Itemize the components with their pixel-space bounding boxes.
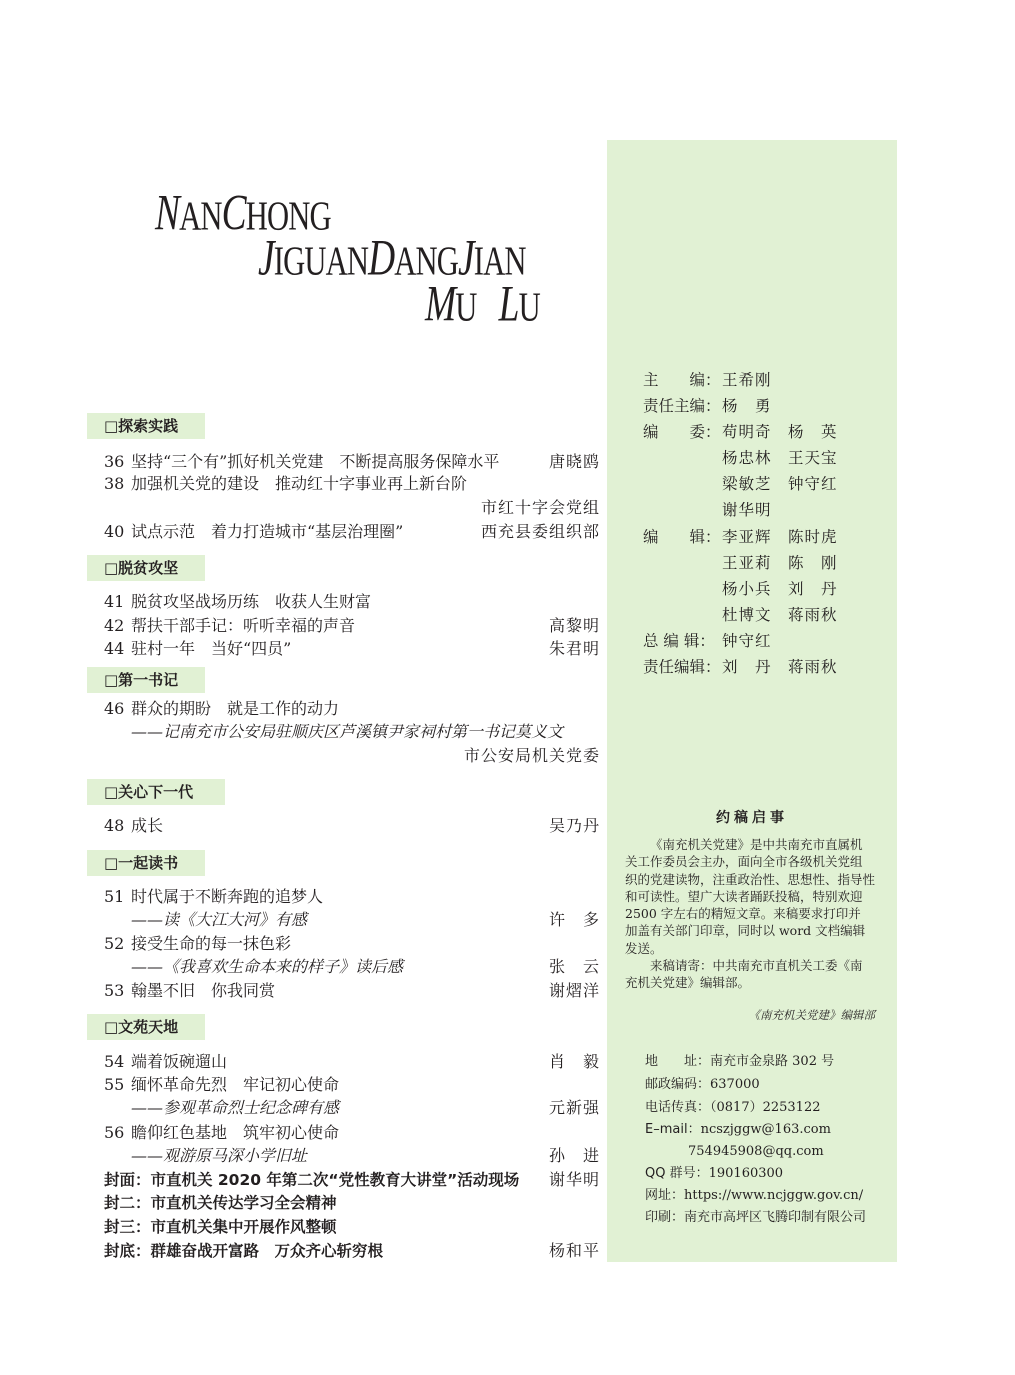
page-number: 53 — [104, 981, 125, 1000]
staff-role: 责任主编： — [643, 397, 721, 415]
toc-entry[interactable] — [104, 615, 600, 637]
page-number: 40 — [104, 522, 125, 541]
contact-label: 邮政编码： — [645, 1077, 711, 1092]
toc-entry[interactable] — [104, 473, 600, 495]
article-subtitle: ——观游原马深小学旧址 — [131, 1146, 308, 1165]
staff-role: 编 辑： — [643, 528, 721, 546]
toc-entry[interactable] — [104, 886, 600, 908]
call-line: 《南充机关党建》是中共南充市直属机 — [650, 837, 863, 852]
website-link[interactable]: https://www.ncjggw.gov.cn/ — [684, 1188, 864, 1203]
toc-entry[interactable] — [104, 1051, 600, 1073]
section-heading: □第一书记 — [87, 667, 205, 693]
contact-value: （0817）2253122 — [710, 1100, 821, 1115]
cover-entry[interactable] — [104, 1240, 600, 1262]
contact-value: 190160300 — [708, 1166, 784, 1181]
staff-names: 钟守红 — [722, 632, 772, 650]
cover-entry[interactable] — [104, 1192, 600, 1214]
masthead-line-2 — [258, 229, 526, 286]
cover-title: 封二：市直机关传达学习全会精神 — [104, 1194, 337, 1212]
contact-label: E–mail： — [645, 1122, 701, 1137]
contact-email-secondary[interactable] — [688, 1142, 824, 1162]
article-author: 朱君明 — [548, 639, 600, 658]
toc-entry[interactable] — [104, 521, 600, 543]
toc-entry-subtitle — [104, 1145, 600, 1167]
toc-entry-subtitle — [104, 1097, 600, 1119]
article-title: 群众的期盼 就是工作的动力 — [131, 699, 340, 718]
staff-names: 杨小兵 刘 丹 — [722, 580, 838, 598]
contact-address — [645, 1052, 834, 1072]
article-title: 脱贫攻坚战场历练 收获人生财富 — [131, 592, 372, 611]
article-author: 市红十字会党组 — [480, 498, 600, 517]
staff-row — [643, 526, 883, 548]
toc-entry-subtitle — [104, 909, 600, 931]
staff-names: 王希刚 — [722, 371, 772, 389]
article-author: 高黎明 — [548, 616, 600, 635]
call-line: 加盖有关部门印章，同时以 word 文档编辑 — [625, 923, 866, 939]
contact-label: 电话传真： — [645, 1100, 711, 1115]
staff-row — [643, 473, 883, 495]
staff-names: 刘 丹 蒋雨秋 — [722, 658, 838, 676]
toc-entry[interactable] — [104, 933, 600, 955]
staff-row — [643, 395, 883, 417]
article-author: 市公安局机关党委 — [463, 746, 600, 765]
cover-title: 封面：市直机关 2020 年第二次“党性教育大讲堂”活动现场 — [104, 1171, 520, 1189]
contact-label: QQ 群号： — [645, 1166, 709, 1181]
staff-row — [643, 499, 883, 521]
contact-label: 网址： — [645, 1188, 685, 1203]
call-line: 来稿请寄：中共南充市直机关工委《南 — [650, 958, 863, 974]
staff-role: 主 编： — [643, 371, 721, 389]
staff-role: 责任编辑： — [643, 658, 721, 676]
contact-website[interactable] — [645, 1186, 863, 1206]
cover-author: 谢华明 — [548, 1170, 600, 1189]
masthead-letter: M — [425, 275, 456, 332]
contact-label: 地 址： — [645, 1054, 711, 1069]
contact-printer — [645, 1208, 866, 1228]
page-number: 54 — [104, 1052, 125, 1071]
staff-names: 王亚莉 陈 刚 — [722, 554, 838, 572]
page-number: 44 — [104, 639, 125, 658]
contact-label: 印刷： — [645, 1210, 685, 1225]
staff-role: 编 委： — [643, 423, 721, 441]
staff-row — [643, 369, 883, 391]
page-number: 56 — [104, 1123, 125, 1142]
staff-role: 总 编 辑： — [643, 632, 715, 650]
masthead-letter: L — [498, 275, 519, 332]
masthead-letters: AN — [179, 192, 222, 239]
article-title: 驻村一年 当好“四员” — [131, 639, 292, 658]
contact-email[interactable] — [645, 1120, 831, 1140]
article-author: 肖 毅 — [548, 1052, 600, 1071]
article-author: 唐晓鸥 — [548, 452, 600, 471]
article-subtitle: ——记南充市公安局驻顺庆区芦溪镇尹家祠村第一书记莫义文 — [131, 722, 564, 741]
cover-entry[interactable] — [104, 1216, 600, 1238]
staff-row — [643, 630, 883, 652]
toc-entry-subtitle — [104, 721, 600, 743]
staff-names: 梁敏芝 钟守红 — [722, 475, 838, 493]
masthead-letters: U — [455, 283, 477, 330]
masthead-letters: ANG — [394, 237, 459, 284]
masthead-letter: D — [368, 229, 395, 286]
contact-value[interactable]: ncszjggw@163.com — [700, 1122, 831, 1137]
article-title: 接受生命的每一抹色彩 — [131, 934, 292, 953]
masthead-letters: HONG — [245, 192, 331, 239]
article-title: 成长 — [131, 816, 164, 835]
article-subtitle: ——《我喜欢生命本来的样子》读后感 — [131, 957, 404, 976]
toc-entry[interactable] — [104, 698, 600, 720]
section-heading: □脱贫攻坚 — [87, 555, 205, 581]
page-number: 46 — [104, 699, 125, 718]
article-author: 元新强 — [548, 1098, 600, 1117]
toc-entry-subtitle — [104, 956, 600, 978]
article-title: 帮扶干部手记：听听幸福的声音 — [131, 616, 356, 635]
staff-names: 李亚辉 陈时虎 — [722, 528, 838, 546]
section-heading: □关心下一代 — [87, 779, 225, 805]
call-for-papers-signature: 《南充机关党建》编辑部 — [748, 1008, 875, 1022]
article-author: 张 云 — [548, 957, 600, 976]
staff-names: 谢华明 — [722, 501, 772, 519]
page-number: 55 — [104, 1075, 125, 1094]
article-title: 时代属于不断奔跑的追梦人 — [131, 887, 324, 906]
contact-value: 南充市金泉路 302 号 — [710, 1054, 835, 1069]
page-number: 42 — [104, 616, 125, 635]
cover-title: 封三：市直机关集中开展作风整顿 — [104, 1218, 337, 1236]
staff-names: 杨 勇 — [722, 397, 772, 415]
article-author: 许 多 — [548, 910, 600, 929]
article-title: 缅怀革命先烈 牢记初心使命 — [131, 1075, 340, 1094]
page-number: 51 — [104, 887, 125, 906]
staff-row — [643, 604, 883, 626]
article-author: 谢熠洋 — [548, 981, 600, 1000]
article-title: 加强机关党的建设 推动红十字事业再上新台阶 — [131, 474, 468, 493]
toc-entry[interactable] — [104, 638, 600, 660]
toc-entry-author-line — [104, 497, 600, 519]
masthead-letter: C — [221, 184, 246, 241]
toc-entry[interactable] — [104, 451, 600, 473]
call-line: 2500 字左右的精短文章。来稿要求打印并 — [625, 906, 861, 922]
article-author: 吴乃丹 — [548, 816, 600, 835]
call-for-papers-title: 约稿启事 — [716, 810, 788, 826]
toc-entry[interactable] — [104, 980, 600, 1002]
article-subtitle: ——读《大江大河》有感 — [131, 910, 308, 929]
section-heading: □文苑天地 — [87, 1014, 205, 1040]
page-number: 38 — [104, 474, 125, 493]
page-number: 48 — [104, 816, 125, 835]
masthead-letters: IGUAN — [273, 237, 369, 284]
toc-entry[interactable] — [104, 591, 600, 613]
contact-postcode — [645, 1075, 760, 1095]
contact-value: 637000 — [710, 1077, 760, 1092]
page-number: 52 — [104, 934, 125, 953]
article-title: 端着饭碗遛山 — [131, 1052, 228, 1071]
page-number: 41 — [104, 592, 125, 611]
call-line: 充机关党建》编辑部。 — [625, 975, 751, 991]
cover-author: 杨和平 — [548, 1241, 600, 1260]
article-subtitle: ——参观革命烈士纪念碑有感 — [131, 1098, 340, 1117]
article-title: 试点示范 着力打造城市“基层治理圈” — [131, 522, 404, 541]
toc-entry[interactable] — [104, 815, 600, 837]
masthead-letters: U — [518, 283, 540, 330]
staff-row — [643, 578, 883, 600]
staff-names: 苟明奇 杨 英 — [722, 423, 838, 441]
masthead-letter: N — [155, 184, 180, 241]
article-title: 坚持“三个有”抓好机关党建 不断提高服务保障水平 — [131, 452, 500, 471]
toc-entry[interactable] — [104, 1122, 600, 1144]
contact-value[interactable]: 754945908@qq.com — [688, 1144, 824, 1159]
cover-title: 封底：群雄奋战开富路 万众齐心斩穷根 — [104, 1242, 384, 1260]
contact-phone — [645, 1098, 821, 1118]
contact-value: 南充市高坪区飞腾印制有限公司 — [684, 1210, 867, 1225]
call-line: 关工作委员会主办，面向全市各级机关党组 — [625, 854, 863, 870]
cover-entry[interactable] — [104, 1169, 600, 1191]
page-number: 36 — [104, 452, 125, 471]
article-author: 孙 进 — [548, 1146, 600, 1165]
staff-row — [643, 656, 883, 678]
contact-qq-group — [645, 1164, 783, 1184]
call-for-papers-body — [625, 836, 887, 992]
masthead-letter: J — [258, 229, 274, 286]
article-title: 瞻仰红色基地 筑牢初心使命 — [131, 1123, 340, 1142]
toc-entry-author-line — [104, 745, 600, 767]
staff-names: 杨忠林 王天宝 — [722, 449, 838, 467]
masthead-letter: J — [458, 229, 474, 286]
toc-entry[interactable] — [104, 1074, 600, 1096]
staff-row — [643, 421, 883, 443]
staff-row — [643, 447, 883, 469]
staff-row — [643, 552, 883, 574]
article-author: 西充县委组织部 — [480, 522, 600, 541]
call-line: 发送。 — [625, 940, 663, 956]
masthead-letters: IAN — [473, 237, 526, 284]
section-heading: □探索实践 — [87, 413, 205, 439]
call-line: 织的党建读物，注重政治性、思想性、指导性 — [625, 871, 876, 887]
masthead-line-3 — [425, 275, 540, 332]
section-heading: □一起读书 — [87, 850, 205, 876]
article-title: 翰墨不旧 你我同赏 — [131, 981, 276, 1000]
staff-names: 杜博文 蒋雨秋 — [722, 606, 838, 624]
call-line: 和可读性。望广大读者踊跃投稿，特别欢迎 — [625, 888, 863, 904]
